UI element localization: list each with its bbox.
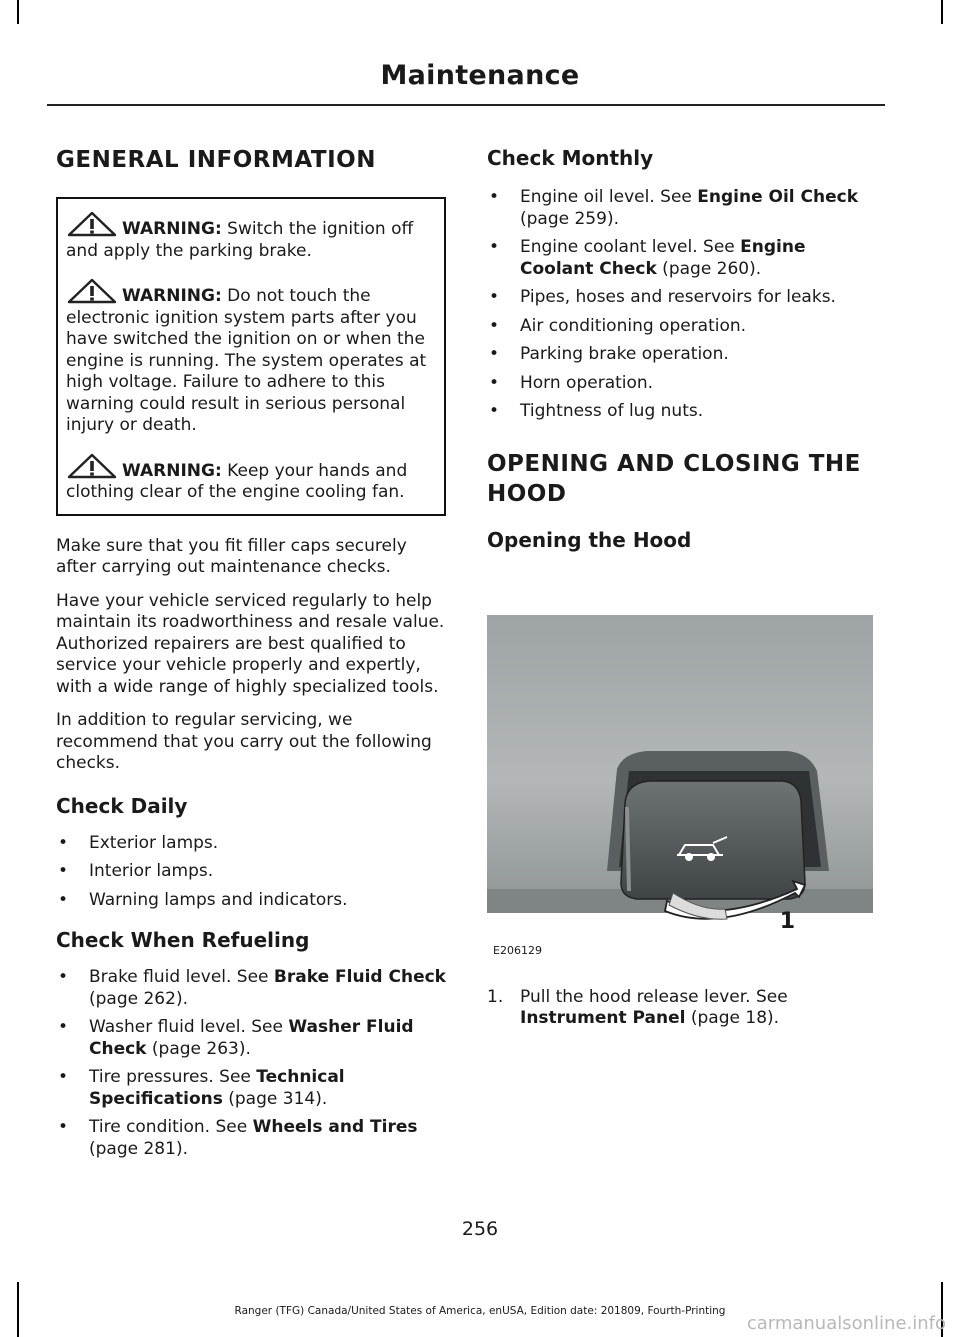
crop-mark [17, 0, 19, 24]
section-title-general-information: GENERAL INFORMATION [56, 147, 376, 173]
warning-label: WARNING: [122, 219, 222, 239]
subheading-check-monthly: Check Monthly [487, 146, 654, 170]
list-item: • Interior lamps. [58, 861, 214, 881]
paragraph: Have your vehicle serviced regularly to help maintain its roadworthiness and resale value. Authorized repairers are best qualified to service your vehicle properly and expertly, with a wide range of highly specialized tools. [56, 590, 445, 697]
subheading-check-when-refueling: Check When Refueling [56, 928, 310, 952]
hood-release-figure [487, 571, 873, 959]
list-item: • Engine oil level. See Engine Oil Check (page 259). [489, 187, 859, 229]
list-item: • Pipes, hoses and reservoirs for leaks. [489, 287, 836, 307]
page-title: Maintenance [380, 60, 580, 91]
section-title-opening-closing-hood: OPENING AND CLOSING THE HOOD [487, 450, 861, 507]
warning-triangle-icon [66, 211, 118, 237]
warning-triangle-icon [66, 453, 118, 479]
hood-release-lever-illustration [487, 571, 873, 959]
figure-callout-number: 1 [779, 908, 795, 934]
list-item: • Warning lamps and indicators. [58, 889, 348, 910]
cross-reference-link[interactable]: Washer Fluid Check [89, 1017, 414, 1059]
warning-text: Do not touch the electronic ignition system parts after you have switched the ignition on or when the engine is running. The system operates at high voltage. Failure to adhere to this warning could result in serious personal injury or death. [66, 286, 427, 435]
list-item: • Tire condition. See Wheels and Tires (page 281). [58, 1117, 418, 1159]
warning-text: Keep your hands and clothing clear of the engine cooling fan. [66, 460, 408, 502]
paragraph: In addition to regular servicing, we recommend that you carry out the following checks. [56, 710, 432, 773]
list-item: • Engine coolant level. See Engine Coolant Check (page 260). [489, 237, 806, 279]
hood-steps [487, 987, 882, 1030]
figure-id: E206129 [493, 943, 542, 957]
right-column [487, 145, 882, 1030]
warning-box [56, 197, 446, 516]
footer-edition-text: Ranger (TFG) Canada/United States of America, enUSA, Edition date: 201809, Fourth-Printing [234, 1305, 726, 1317]
list-item: • Tire pressures. See Technical Specifications (page 314). [58, 1067, 345, 1109]
page-number: 256 [461, 1218, 499, 1240]
subheading-check-daily: Check Daily [56, 793, 188, 818]
subheading-opening-the-hood: Opening the Hood [487, 527, 692, 552]
cross-reference-link[interactable]: Engine Coolant Check [520, 237, 806, 279]
check-monthly-list [487, 187, 882, 423]
cross-reference-link[interactable]: Engine Oil Check [697, 187, 859, 207]
list-item: • Horn operation. [489, 372, 654, 393]
check-daily-list [56, 833, 446, 912]
warning-2 [66, 278, 438, 437]
list-item: • Exterior lamps. [58, 832, 219, 853]
warning-1 [66, 211, 438, 262]
list-item: • Parking brake operation. [489, 344, 729, 364]
warning-3 [66, 453, 438, 504]
cross-reference-link[interactable]: Wheels and Tires [252, 1117, 418, 1137]
warning-label: WARNING: [122, 286, 222, 306]
left-column [56, 145, 446, 1176]
warning-triangle-icon [66, 278, 118, 304]
cross-reference-link[interactable]: Technical Specifications [89, 1067, 345, 1109]
header-divider [47, 104, 885, 106]
paragraph: Make sure that you fit filler caps securely after carrying out maintenance checks. [56, 535, 407, 577]
step-item: 1. Pull the hood release lever. See Instrument Panel (page 18). [487, 986, 788, 1028]
list-item: • Air conditioning operation. [489, 315, 747, 336]
warning-label: WARNING: [122, 460, 222, 481]
crop-mark [941, 0, 943, 24]
cross-reference-link[interactable]: Instrument Panel [520, 1008, 686, 1028]
list-item: • Washer fluid level. See Washer Fluid Check (page 263). [58, 1017, 414, 1059]
warning-text: Switch the ignition off and apply the parking brake. [66, 219, 414, 261]
check-refuel-list [56, 967, 446, 1160]
list-item: • Brake fluid level. See Brake Fluid Check (page 262). [58, 967, 446, 1009]
list-item: • Tightness of lug nuts. [489, 401, 704, 421]
watermark: carmanualsonline.info [746, 1313, 946, 1334]
cross-reference-link[interactable]: Brake Fluid Check [273, 967, 446, 987]
